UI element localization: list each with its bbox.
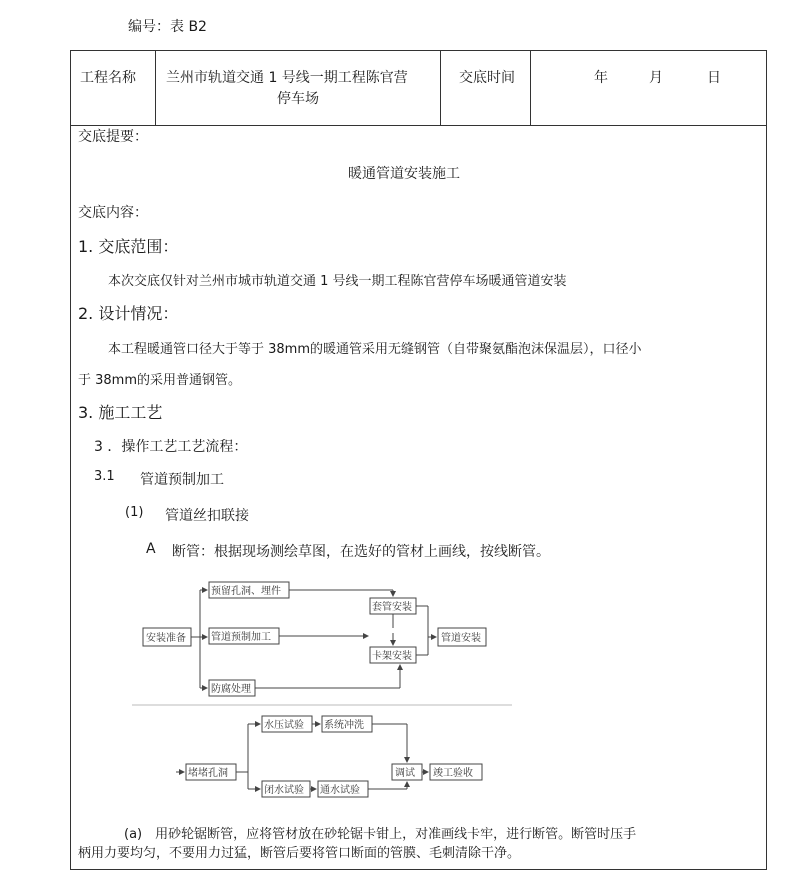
section-3-1-number: 3.1 bbox=[94, 469, 115, 484]
item-a-text: 断管：根据现场测绘草图，在选好的管材上画线，按线断管。 bbox=[172, 544, 550, 560]
flow1-sleeve-label: 套管安装 bbox=[372, 602, 412, 613]
flow1-mid-label: 管道预制加工 bbox=[211, 632, 271, 643]
item-a-label: A bbox=[146, 541, 156, 557]
flow1-top-label: 预留孔洞、埋件 bbox=[211, 586, 281, 597]
day-label: 日 bbox=[707, 70, 721, 86]
section-1-text: 本次交底仅针对兰州市城市轨道交通 1 号线一期工程陈官营停车场暖通管道安装 bbox=[108, 274, 567, 289]
flow1-bracket-label: 卡架安装 bbox=[372, 651, 412, 662]
flow2-start-label: 堵堵孔洞 bbox=[188, 768, 228, 779]
para-a-line2: 柄用力要均匀，不要用力过猛，断管后要将管口断面的管膜、毛刺清除干净。 bbox=[78, 846, 521, 861]
project-name-line1: 兰州市轨道交通 1 号线一期工程陈官营 bbox=[166, 70, 408, 86]
project-name-label: 工程名称 bbox=[80, 70, 136, 86]
flow2-top2-label: 系统冲洗 bbox=[324, 720, 364, 731]
section-2-heading: 2. 设计情况： bbox=[78, 304, 179, 323]
para-a-line1: (a) 用砂轮锯断管，应将管材放在砂轮锯卡钳上，对准画线卡牢，进行断管。断管时压手 bbox=[124, 827, 637, 842]
document-title: 暖通管道安装施工 bbox=[348, 166, 460, 182]
project-name-line2: 停车场 bbox=[277, 91, 319, 107]
content-label: 交底内容： bbox=[78, 205, 148, 221]
month-label: 月 bbox=[649, 70, 663, 86]
summary-label: 交底提要： bbox=[78, 129, 148, 145]
time-label: 交底时间 bbox=[459, 70, 515, 86]
section-3-heading: 3. 施工工艺 bbox=[78, 403, 163, 422]
section-3-flow-label: 3 ．操作工艺工艺流程： bbox=[94, 439, 248, 455]
item-1-number: (1) bbox=[125, 505, 144, 520]
flow2-bot1-label: 闭水试验 bbox=[264, 785, 304, 796]
flow2-adjust-label: 调试 bbox=[395, 768, 415, 779]
section-2-line1: 本工程暖通管口径大于等于 38mm的暖通管采用无缝钢管（自带聚氨酯泡沫保温层），口径小 bbox=[108, 342, 642, 357]
section-3-1-text: 管道预制加工 bbox=[140, 472, 224, 488]
flow2-end-label: 竣工验收 bbox=[433, 768, 473, 779]
flow2-top1-label: 水压试验 bbox=[264, 720, 304, 731]
flow2-bot2-label: 通水试验 bbox=[320, 785, 360, 796]
section-2-line2: 于 38mm的采用普通钢管。 bbox=[78, 373, 242, 388]
flow1-end-label: 管道安装 bbox=[441, 633, 481, 644]
flow1-start-label: 安装准备 bbox=[146, 633, 186, 644]
document-code: 编号：表 B2 bbox=[128, 19, 207, 35]
flow1-bottom-label: 防腐处理 bbox=[211, 684, 251, 695]
section-1-heading: 1. 交底范围： bbox=[78, 237, 179, 256]
item-1-text: 管道丝扣联接 bbox=[165, 508, 249, 524]
year-label: 年 bbox=[594, 70, 608, 86]
